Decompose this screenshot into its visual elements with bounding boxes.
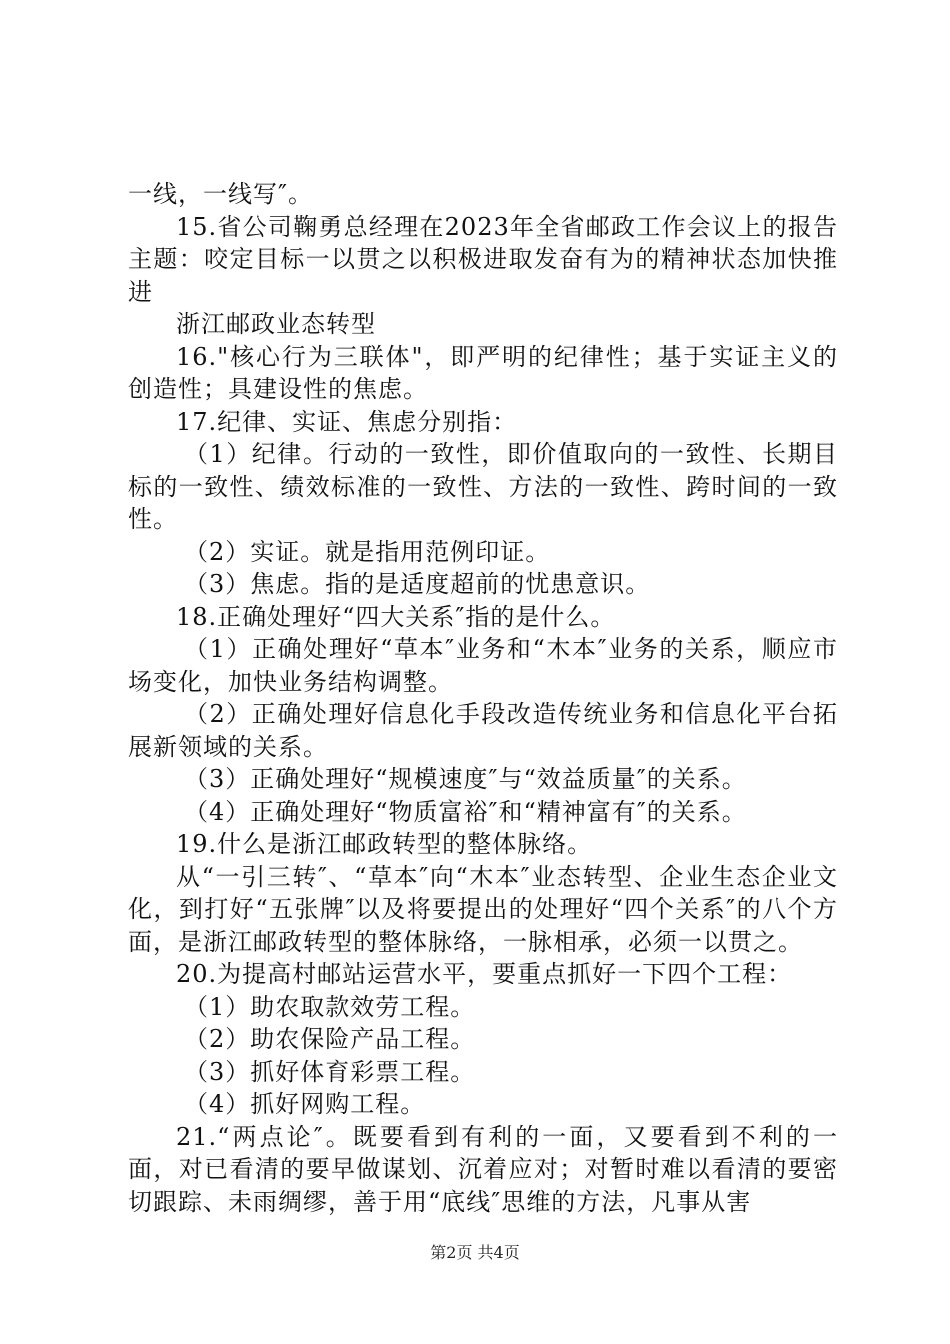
page-number-footer: 第2页 共4页	[430, 1243, 520, 1262]
paragraph-item-18-sub-1: （1）正确处理好“草本″业务和“木本″业务的关系，顺应市场变化，加快业务结构调整。	[128, 635, 838, 696]
paragraph-item-18-sub-4: （4）正确处理好“物质富裕″和“精神富有″的关系。	[184, 797, 747, 826]
paragraph-item-17-sub-1: （1）纪律。行动的一致性，即价值取向的一致性、长期目标的一致性、绩效标准的一致性、方法的一致性、跨时间的一致性。	[128, 440, 838, 533]
paragraph-item-20: 20.为提高村邮站运营水平，要重点抓好一下四个工程：	[176, 960, 793, 988]
paragraph-item-21: 21.“两点论″。既要看到有利的一面，又要看到不利的一面，对已看清的要早做谋划、沉着应对；对暂时难以看清的要密切跟踪、未雨绸缪，善于用“底线″思维的方法，凡事从害	[128, 1122, 838, 1216]
paragraph-item-15-continuation: 浙江邮政业态转型	[176, 310, 376, 338]
paragraph-item-19: 19.什么是浙江邮政转型的整体脉络。	[176, 830, 593, 858]
paragraph-item-20-sub-2: （2）助农保险产品工程。	[184, 1025, 476, 1053]
paragraph-item-20-sub-1: （1）助农取款效劳工程。	[184, 992, 476, 1021]
paragraph-item-16: 16."核心行为三联体"，即严明的纪律性；基于实证主义的创造性；具建设性的焦虑。	[128, 342, 838, 403]
paragraph-item-15: 15.省公司鞠勇总经理在2023年全省邮政工作会议上的报告主题：咬定目标一以贯之以积极进取发奋有为的精神状态加快推进	[128, 212, 838, 306]
paragraph-item-17: 17.纪律、实证、焦虑分别指：	[176, 407, 518, 436]
paragraph-item-17-sub-3: （3）焦虑。指的是适度超前的忧患意识。	[184, 570, 651, 598]
paragraph-item-18-sub-3: （3）正确处理好“规模速度″与“效益质量″的关系。	[184, 765, 747, 793]
paragraph-continuation: 一线，一线写″。	[128, 180, 313, 208]
document-body	[128, 178, 838, 1218]
paragraph-item-20-sub-3: （3）抓好体育彩票工程。	[184, 1057, 476, 1086]
paragraph-item-19-answer: 从“一引三转″、“草本″向“木本″业态转型、企业生态企业文化，到打好“五张牌″以及将要提出的处理好“四个关系″的八个方面，是浙江邮政转型的整体脉络，一脉相承，必须一以贯之。	[128, 862, 838, 956]
paragraph-item-20-sub-4: （4）抓好网购工程。	[184, 1090, 426, 1118]
paragraph-item-18: 18.正确处理好“四大关系″指的是什么。	[176, 602, 616, 631]
paragraph-item-17-sub-2: （2）实证。就是指用范例印证。	[184, 537, 551, 566]
paragraph-item-18-sub-2: （2）正确处理好信息化手段改造传统业务和信息化平台拓展新领域的关系。	[128, 700, 838, 761]
